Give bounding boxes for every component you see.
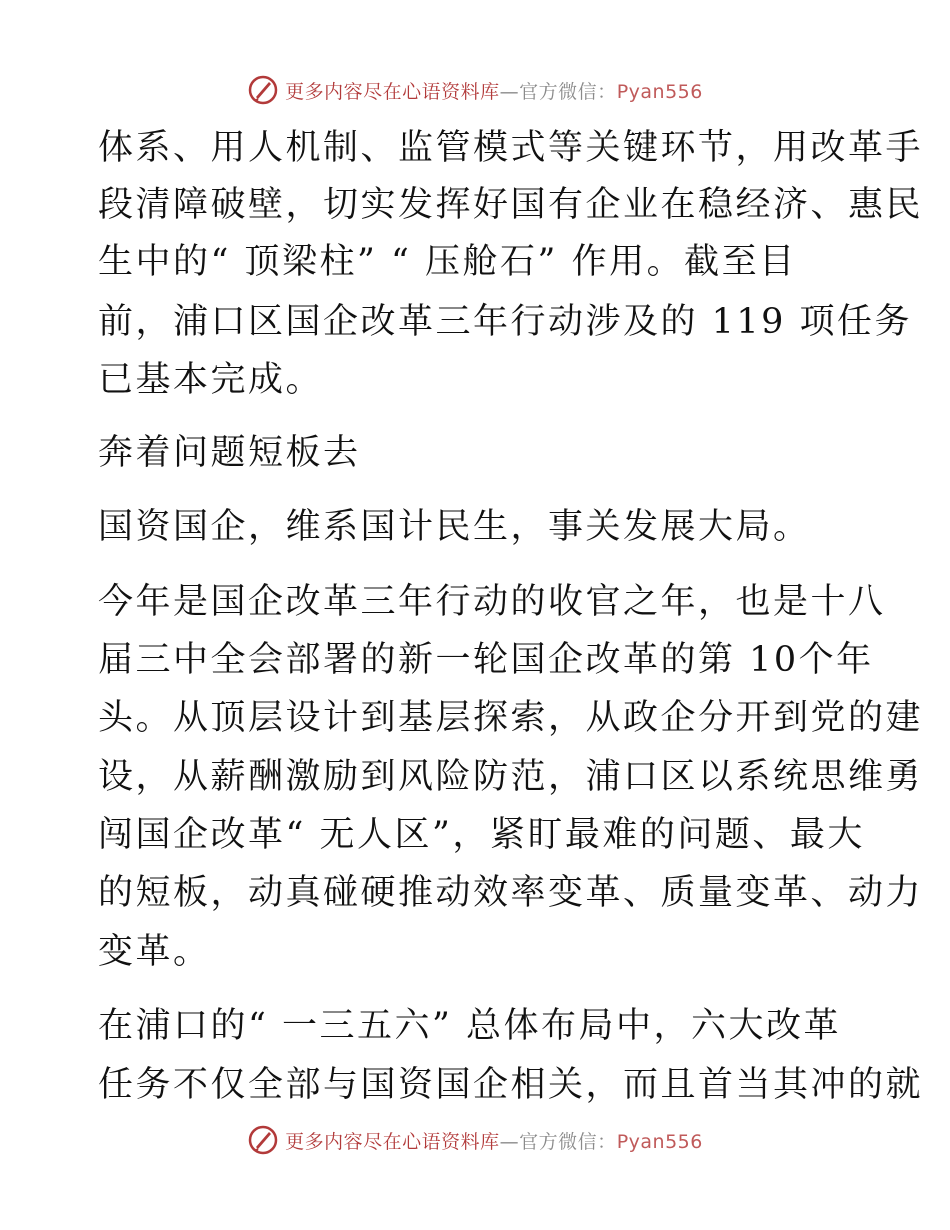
feather-pen-logo-icon xyxy=(247,74,279,106)
text-line-14: 变革。 xyxy=(98,932,211,972)
text-line-2: 段清障破壁，切实发挥好国有企业在稳经济、惠民 xyxy=(98,185,924,225)
text-line-7: 国资国企，维系国计民生，事关发展大局。 xyxy=(98,507,811,547)
section-heading: 奔着问题短板去 xyxy=(98,433,361,473)
header-wechat-id: Pyan556 xyxy=(616,80,703,103)
text-line-5: 已基本完成。 xyxy=(98,360,324,400)
text-line-13: 的短板，动真碰硬推动效率变革、质量变革、动力 xyxy=(98,873,924,913)
text-line-8: 今年是国企改革三年行动的收官之年，也是十八 xyxy=(98,582,886,622)
footer-site-text: 更多内容尽在心语资料库 xyxy=(285,1130,500,1153)
header-official-label: 官方微信： xyxy=(519,80,617,103)
footer-official-label: 官方微信： xyxy=(519,1130,617,1153)
footer-banner-text xyxy=(285,1127,703,1154)
text-line-3: 生中的“ 顶梁柱” “ 压舱石” 作用。截至目 xyxy=(98,242,797,282)
text-line-10: 头。从顶层设计到基层探索，从政企分开到党的建 xyxy=(98,698,924,738)
text-line-4: 前，浦口区国企改革三年行动涉及的 119 项任务 xyxy=(98,302,913,342)
text-line-15: 在浦口的“ 一三五六” 总体布局中，六大改革 xyxy=(98,1006,842,1046)
text-line-11: 设，从薪酬激励到风险防范，浦口区以系统思维勇 xyxy=(98,757,924,797)
footer-separator: — xyxy=(499,1130,520,1153)
footer-banner xyxy=(0,1120,950,1160)
footer-wechat-id: Pyan556 xyxy=(616,1130,703,1153)
text-line-1: 体系、用人机制、监管模式等关键环节，用改革手 xyxy=(98,128,924,168)
header-site-text: 更多内容尽在心语资料库 xyxy=(285,80,500,103)
header-banner-text xyxy=(285,77,703,104)
text-line-16: 任务不仅全部与国资国企相关，而且首当其冲的就 xyxy=(98,1065,924,1105)
header-separator: — xyxy=(499,80,520,103)
header-banner xyxy=(0,70,950,110)
text-line-9: 届三中全会部署的新一轮国企改革的第 10个年 xyxy=(98,640,874,680)
text-line-12: 闯国企改革“ 无人区”，紧盯最难的问题、最大 xyxy=(98,815,865,855)
feather-pen-logo-icon xyxy=(247,1124,279,1156)
